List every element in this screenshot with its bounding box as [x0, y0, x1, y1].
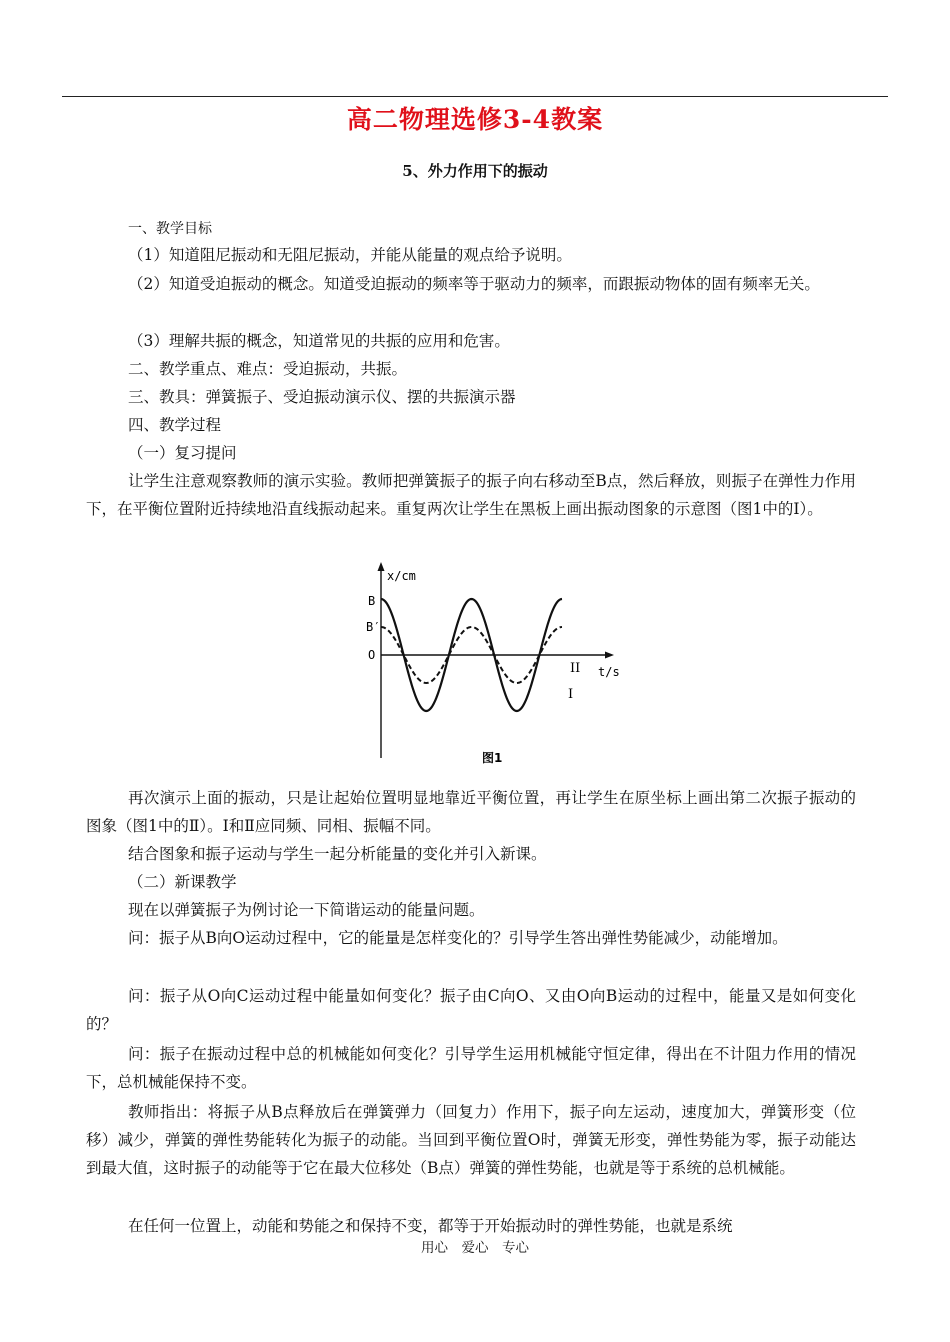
paragraph: （1）知道阻尼振动和无阻尼振动，并能从能量的观点给予说明。: [128, 246, 572, 264]
paragraph: （二）新课教学: [128, 873, 237, 891]
paragraph: 一、教学目标: [128, 221, 212, 237]
paragraph: 现在以弹簧振子为例讨论一下简谐运动的能量问题。: [128, 901, 485, 919]
y-axis-label: x/cm: [387, 569, 416, 583]
x-axis-label: t/s: [598, 665, 620, 679]
paragraph: 教师指出：将振子从B点释放后在弹簧弹力（回复力）作用下，振子向左运动，速度加大，弹簧形变（位移）减少，弹簧的弹性势能转化为振子的动能。当回到平衡位置O时，弹簧无形变，弹性势能为零，振子动能达到最大值，这时振子的动能等于它在最大位移处（B点）弹簧的弹性势能，也就是等于系统的总机械能。: [86, 1103, 856, 1177]
label-b: B: [368, 594, 376, 608]
paragraph: 四、教学过程: [128, 416, 222, 434]
label-curve-ii: II: [570, 661, 581, 676]
paragraph: （2）知道受迫振动的概念。知道受迫振动的频率等于驱动力的频率，而跟振动物体的固有频率无关。: [128, 275, 820, 293]
label-curve-i: I: [568, 687, 574, 702]
paragraph: 在任何一位置上，动能和势能之和保持不变，都等于开始振动时的弹性势能，也就是系统: [128, 1217, 733, 1235]
paragraph: 二、教学重点、难点：受迫振动，共振。: [128, 360, 408, 378]
y-axis-arrow: [378, 562, 385, 571]
paragraph: 让学生注意观察教师的演示实验。教师把弹簧振子的振子向右移动至B点，然后释放，则振子在弹性力作用下，在平衡位置附近持续地沿直线振动起来。重复两次让学生在黑板上画出振动图象的示意图（图1中的Ⅰ）。: [86, 472, 856, 518]
page-footer: 用心 爱心 专心: [421, 1240, 529, 1256]
label-origin: O: [368, 648, 376, 662]
header-rule: [62, 96, 888, 97]
paragraph: 问：振子从B向O运动过程中，它的能量是怎样变化的？引导学生答出弹性势能减少，动能增加。: [128, 929, 788, 947]
document-title: 高二物理选修3-4教案: [346, 105, 604, 134]
paragraph: （3）理解共振的概念，知道常见的共振的应用和危害。: [128, 332, 510, 350]
vibration-graph: [360, 558, 630, 773]
paragraph: 再次演示上面的振动，只是让起始位置明显地靠近平衡位置，再让学生在原坐标上画出第二次振子振动的图象（图1中的Ⅱ）。Ⅰ和Ⅱ应同频、同相、振幅不同。: [86, 789, 856, 835]
paragraph: 问：振子从O向C运动过程中能量如何变化？振子由C向O、又由O向B运动的过程中，能量又是如何变化的？: [86, 987, 856, 1033]
section-title: 5、外力作用下的振动: [402, 162, 548, 180]
paragraph: 问：振子在振动过程中总的机械能如何变化？引导学生运用机械能守恒定律，得出在不计阻力作用的情况下，总机械能保持不变。: [86, 1045, 856, 1091]
paragraph: 三、教具：弹簧振子、受迫振动演示仪、摆的共振演示器: [128, 388, 516, 406]
x-axis-arrow: [605, 652, 614, 659]
paragraph: 结合图象和振子运动与学生一起分析能量的变化并引入新课。: [128, 845, 547, 863]
figure-caption: 图1: [482, 751, 503, 765]
paragraph: （一）复习提问: [128, 444, 237, 462]
label-b-prime: B′: [366, 620, 381, 634]
